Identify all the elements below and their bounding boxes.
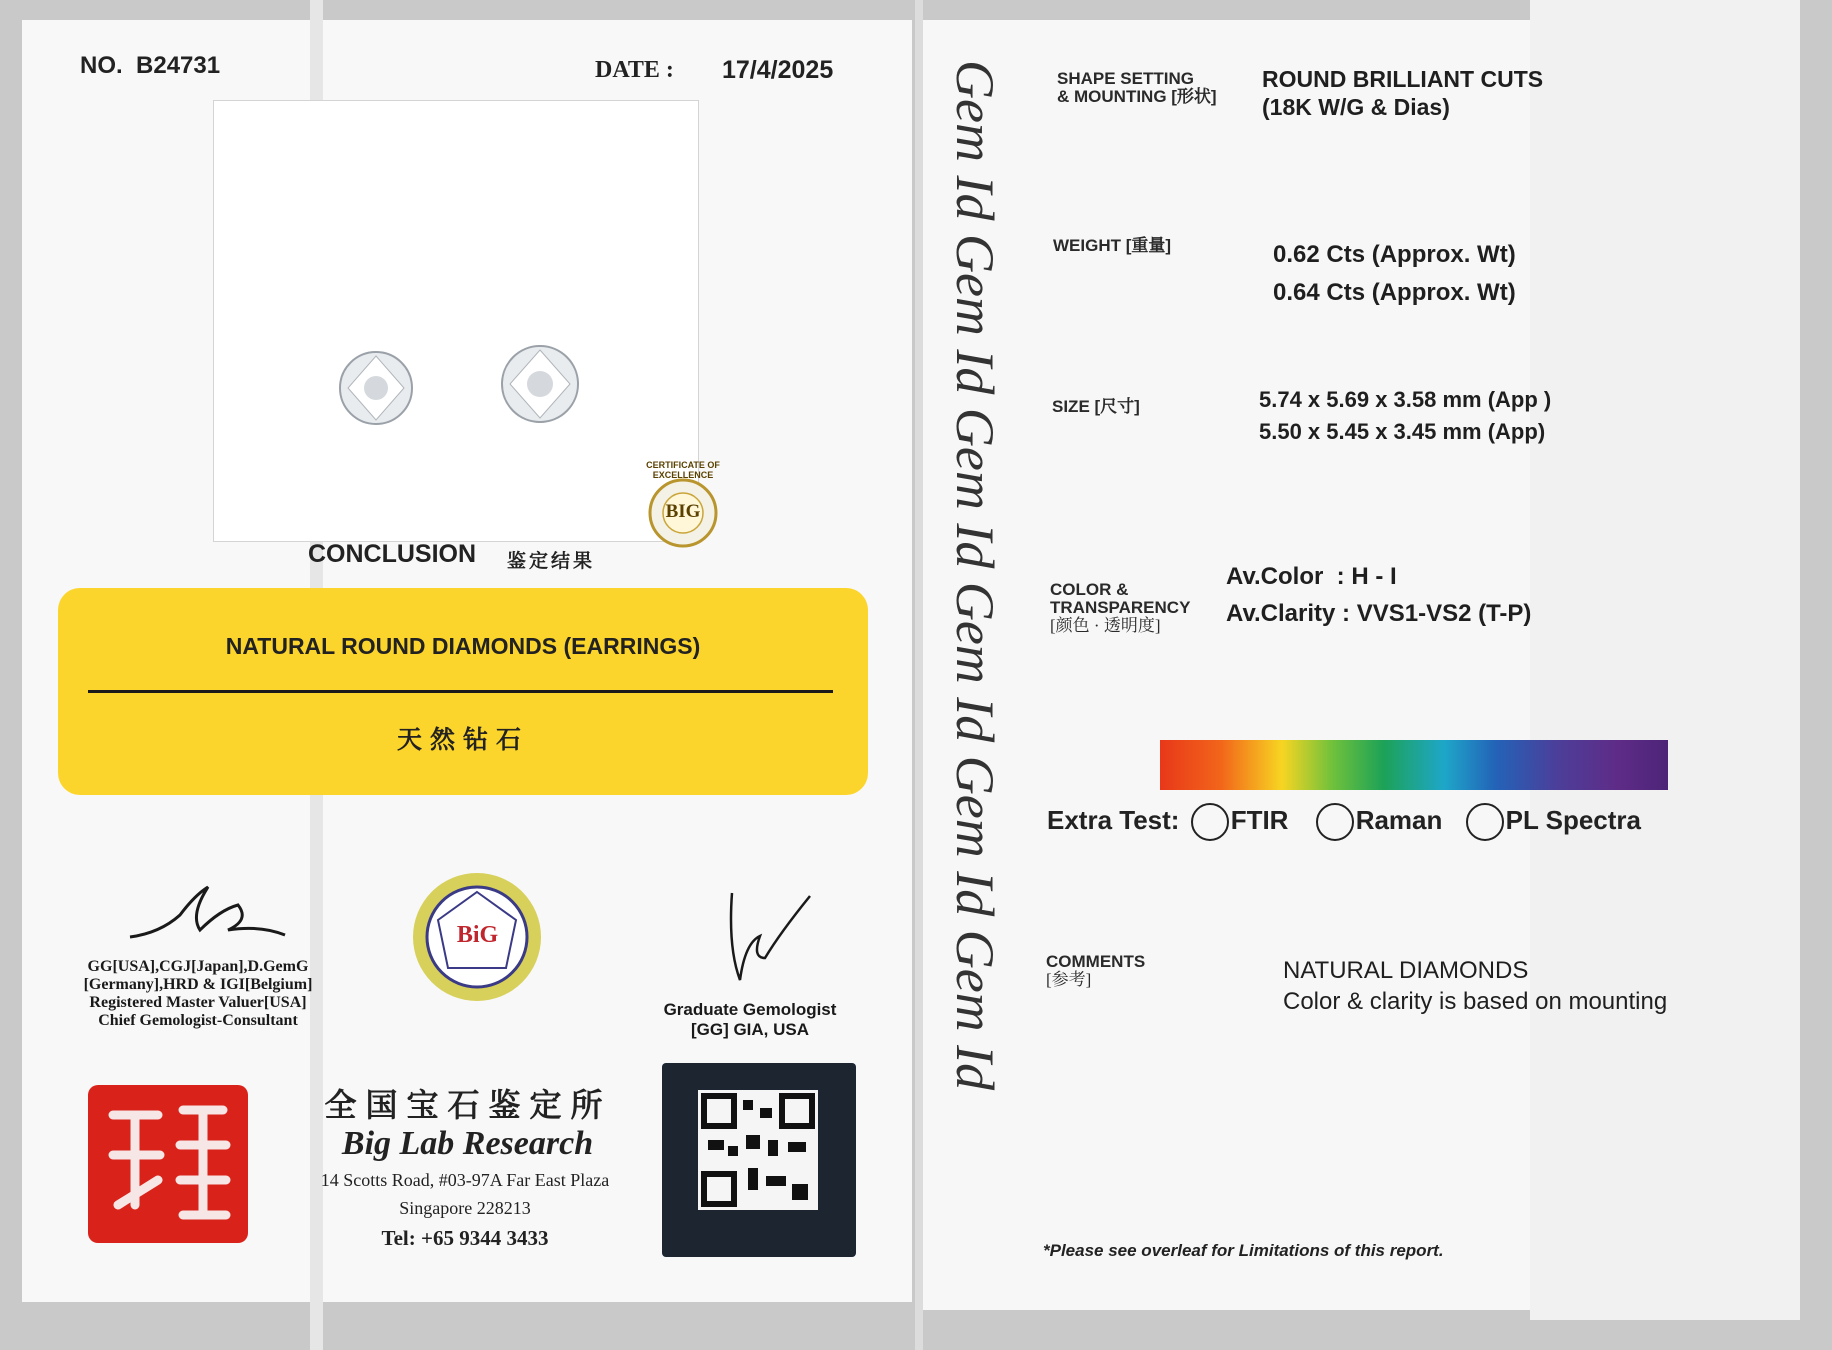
date-label: DATE : bbox=[595, 57, 674, 83]
comments-label bbox=[1046, 953, 1145, 989]
diamond-photo bbox=[213, 100, 699, 542]
diamond-left-icon bbox=[340, 352, 412, 424]
credential-line-3: Registered Master Valuer[USA] bbox=[89, 994, 307, 1011]
shape-label-line-1: SHAPE SETTING bbox=[1057, 69, 1194, 88]
signer2-line-1: Graduate Gemologist bbox=[663, 1000, 837, 1019]
big-logo bbox=[410, 870, 545, 1005]
credential-line-2: [Germany],HRD & IGI[Belgium] bbox=[83, 976, 313, 993]
clarity-value: Av.Clarity : VVS1-VS2 (T-P) bbox=[1226, 600, 1532, 627]
color-label-line-1: COLOR & bbox=[1050, 580, 1129, 599]
certificate-of-excellence-badge bbox=[646, 460, 720, 548]
size-value-line-1: 5.74 x 5.69 x 3.58 mm (App ) bbox=[1259, 387, 1552, 412]
date-value: 17/4/2025 bbox=[722, 56, 834, 84]
credential-line-1: GG[USA],CGJ[Japan],D.GemG bbox=[87, 958, 309, 975]
chief-gemologist-credentials bbox=[54, 958, 342, 1030]
paper-overlay-strip bbox=[1530, 0, 1800, 1320]
signer2-line-2: [GG] GIA, USA bbox=[690, 1020, 810, 1039]
color-transparency-label bbox=[1050, 581, 1190, 635]
lab-chinese-name: 全国宝石鉴定所 bbox=[324, 1087, 612, 1123]
test-option-ftir[interactable]: FTIR bbox=[1191, 805, 1289, 835]
lab-phone: Tel: +65 9344 3433 bbox=[381, 1226, 549, 1250]
logo-text: BiG bbox=[456, 922, 499, 948]
size-value bbox=[1259, 384, 1551, 448]
size-label: SIZE [尺寸] bbox=[1052, 397, 1140, 416]
shape-label-line-2: & MOUNTING [形状] bbox=[1057, 87, 1217, 106]
diamond-right-icon bbox=[502, 346, 578, 422]
badge-center: BIG bbox=[665, 501, 701, 522]
comments-value bbox=[1283, 955, 1667, 1017]
conclusion-value: NATURAL ROUND DIAMONDS (EARRINGS) bbox=[225, 633, 701, 659]
qr-code-icon[interactable] bbox=[698, 1090, 818, 1210]
test-option-raman[interactable]: Raman bbox=[1316, 805, 1443, 835]
graduate-gemologist-signature bbox=[720, 888, 820, 988]
conclusion-cn-label: 鉴定结果 bbox=[507, 551, 596, 572]
report-number-label: NO. bbox=[80, 52, 123, 79]
weight-value-line-2: 0.64 Cts (Approx. Wt) bbox=[1273, 279, 1516, 306]
diamond-earrings-image bbox=[214, 101, 698, 541]
radio-circle-icon[interactable] bbox=[1191, 803, 1229, 841]
shape-value-line-1: ROUND BRILLIANT CUTS bbox=[1262, 66, 1544, 92]
comments-label-cn: [参考] bbox=[1046, 970, 1092, 989]
test-option-pl-spectra[interactable]: PL Spectra bbox=[1466, 805, 1641, 835]
report-number bbox=[80, 52, 220, 80]
graduate-gemologist-credentials bbox=[640, 1000, 860, 1040]
shape-label bbox=[1057, 70, 1217, 106]
chief-gemologist-signature bbox=[120, 875, 290, 950]
shape-value bbox=[1262, 65, 1543, 121]
color-spectrum-bar bbox=[1160, 740, 1668, 790]
size-value-line-2: 5.50 x 5.45 x 3.45 mm (App) bbox=[1259, 419, 1546, 444]
center-fold bbox=[915, 0, 923, 1350]
credential-line-4: Chief Gemologist-Consultant bbox=[98, 1012, 298, 1029]
report-number-value: B24731 bbox=[136, 52, 221, 79]
lab-name: Big Lab Research bbox=[341, 1125, 594, 1162]
radio-circle-icon[interactable] bbox=[1466, 803, 1504, 841]
red-seal-stamp bbox=[88, 1085, 248, 1243]
comments-value-line-2: Color & clarity is based on mounting bbox=[1283, 988, 1668, 1015]
lab-address-line-2: Singapore 228213 bbox=[399, 1198, 531, 1218]
color-label-line-3: [颜色 · 透明度] bbox=[1050, 616, 1161, 635]
badge-text: CERTIFICATE OF EXCELLENCE bbox=[646, 460, 720, 480]
extra-test-row bbox=[1047, 803, 1641, 841]
shape-value-line-2: (18K W/G & Dias) bbox=[1262, 94, 1450, 120]
extra-test-label: Extra Test: bbox=[1047, 804, 1180, 835]
conclusion-divider bbox=[88, 690, 833, 693]
weight-value-line-1: 0.62 Cts (Approx. Wt) bbox=[1273, 241, 1516, 268]
conclusion-label: CONCLUSION bbox=[308, 540, 477, 568]
weight-label: WEIGHT [重量] bbox=[1053, 236, 1172, 255]
color-value: Av.Color : H - I bbox=[1226, 563, 1397, 590]
lab-address-line-1: 14 Scotts Road, #03-97A Far East Plaza bbox=[320, 1170, 610, 1190]
radio-circle-icon[interactable] bbox=[1316, 803, 1354, 841]
color-label-line-2: TRANSPARENCY bbox=[1050, 598, 1191, 617]
conclusion-cn-value: 天然钻石 bbox=[396, 726, 529, 754]
color-clarity-value bbox=[1226, 558, 1531, 632]
gem-id-watermark: Gem Id Gem Id Gem Id Gem Id Gem Id Gem Id bbox=[945, 60, 1005, 1091]
comments-value-line-1: NATURAL DIAMONDS bbox=[1283, 957, 1529, 984]
weight-value bbox=[1273, 236, 1516, 312]
comments-label-en: COMMENTS bbox=[1046, 952, 1146, 971]
footnote: *Please see overleaf for Limitations of this report. bbox=[1043, 1241, 1444, 1260]
